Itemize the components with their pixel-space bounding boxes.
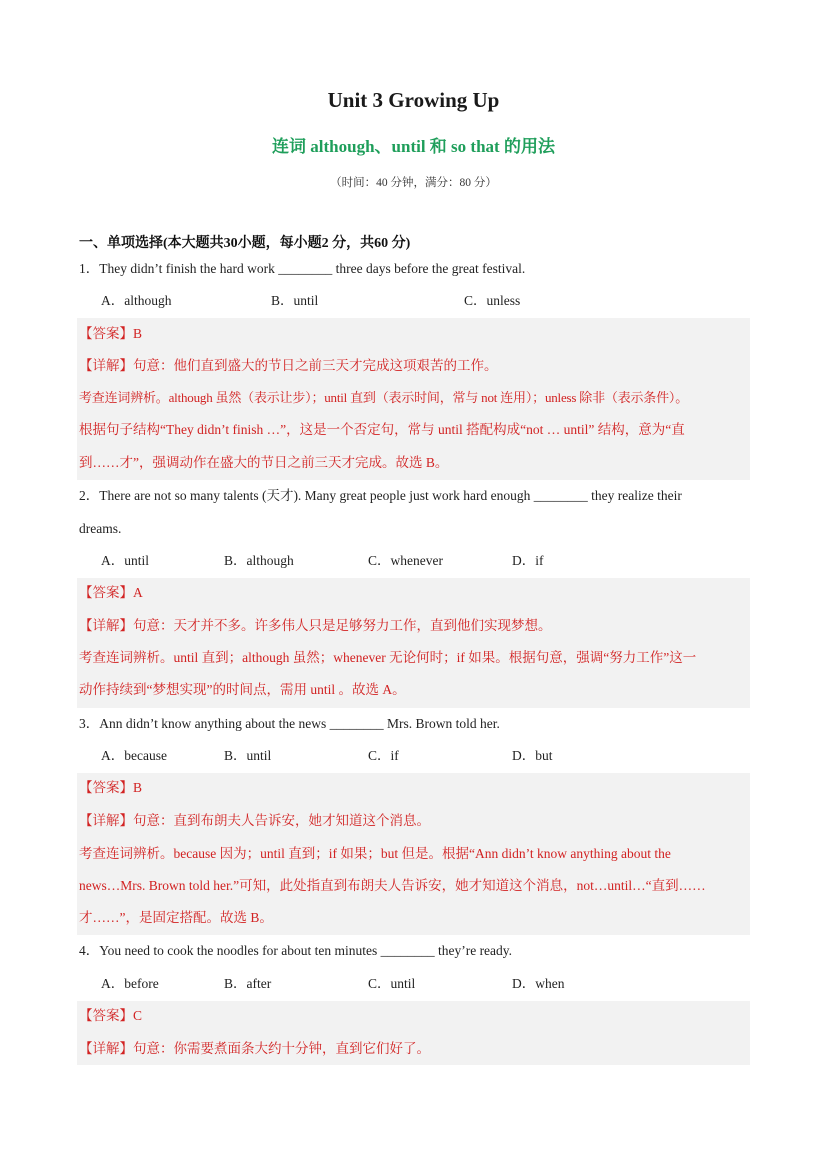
q3-option-b: B．until <box>224 748 272 763</box>
section-heading: 一、单项选择(本大题共30小题，每小题2 分，共60 分) <box>79 236 411 251</box>
q1-explain-3: 根据句子结构“They didn’t finish …”，这是一个否定句，常与 until 搭配构成“not … until” 结构，意为“直 <box>79 422 685 437</box>
q1-explain-2: 考查连词辨析。although 虽然（表示让步）；until 直到（表示时间，常与 not 连用）；unless 除非（表示条件）。 <box>79 390 688 405</box>
q3-explain-2: 考查连词辨析。because 因为；until 直到；if 如果；but 但是。根据“Ann didn’t know anything about the <box>79 846 671 861</box>
question-2-stem-cont: dreams. <box>79 521 122 536</box>
q1-explain-1: 【详解】句意：他们直到盛大的节日之前三天才完成这项艰苦的工作。 <box>79 358 498 373</box>
question-4-stem: 4．You need to cook the noodles for about ten minutes ________ they’re ready. <box>79 943 513 958</box>
q2-explain-1: 【详解】句意：天才并不多。许多伟人只是足够努力工作，直到他们实现梦想。 <box>79 618 552 633</box>
q4-option-a: A．before <box>101 976 159 991</box>
q2-option-a: A．until <box>101 553 150 568</box>
q3-answer: 【答案】B <box>79 780 143 795</box>
q3-explain-4: 才……”，是固定搭配。故选 B。 <box>79 910 273 925</box>
question-2-stem: 2．There are not so many talents (天才). Many great people just work hard enough ________ they realize their <box>79 488 682 503</box>
q1-option-c: C．unless <box>464 293 521 308</box>
q3-option-a: A．because <box>101 748 167 763</box>
q3-explain-1: 【详解】句意：直到布朗夫人告诉安，她才知道这个消息。 <box>79 813 430 828</box>
q2-explain-2: 考查连词辨析。until 直到；although 虽然；whenever 无论何时；if 如果。根据句意，强调“努力工作”这一 <box>79 650 697 665</box>
q2-option-b: B．although <box>224 553 294 568</box>
q1-option-a: A．although <box>101 293 172 308</box>
question-3-stem: 3．Ann didn’t know anything about the news ________ Mrs. Brown told her. <box>79 716 500 731</box>
q1-answer: 【答案】B <box>79 326 143 341</box>
q1-option-b: B．until <box>271 293 319 308</box>
q3-option-d: D．but <box>512 748 553 763</box>
q2-answer: 【答案】A <box>79 585 143 600</box>
page-title: Unit 3 Growing Up <box>327 88 500 112</box>
question-1-stem: 1．They didn’t finish the hard work ________ three days before the great festival. <box>79 261 526 276</box>
page-subtitle: 连词 although、until 和 so that 的用法 <box>272 137 555 156</box>
q1-explain-4: 到……才”，强调动作在盛大的节日之前三天才完成。故选 B。 <box>79 455 449 470</box>
q4-option-d: D．when <box>512 976 565 991</box>
q3-explain-3: news…Mrs. Brown told her.”可知，此处指直到布朗夫人告诉安，她才知道这个消息，not…until…“直到…… <box>79 878 706 893</box>
q4-answer: 【答案】C <box>79 1008 143 1023</box>
q2-option-d: D．if <box>512 553 544 568</box>
time-info: （时间：40 分钟，满分：80 分） <box>330 177 497 189</box>
q2-option-c: C．whenever <box>368 553 443 568</box>
q3-option-c: C．if <box>368 748 399 763</box>
q4-option-c: C．until <box>368 976 416 991</box>
q2-explain-3: 动作持续到“梦想实现”的时间点，需用 until 。故选 A。 <box>79 682 406 697</box>
q4-explain-1: 【详解】句意：你需要煮面条大约十分钟，直到它们好了。 <box>79 1041 430 1056</box>
q4-option-b: B．after <box>224 976 272 991</box>
